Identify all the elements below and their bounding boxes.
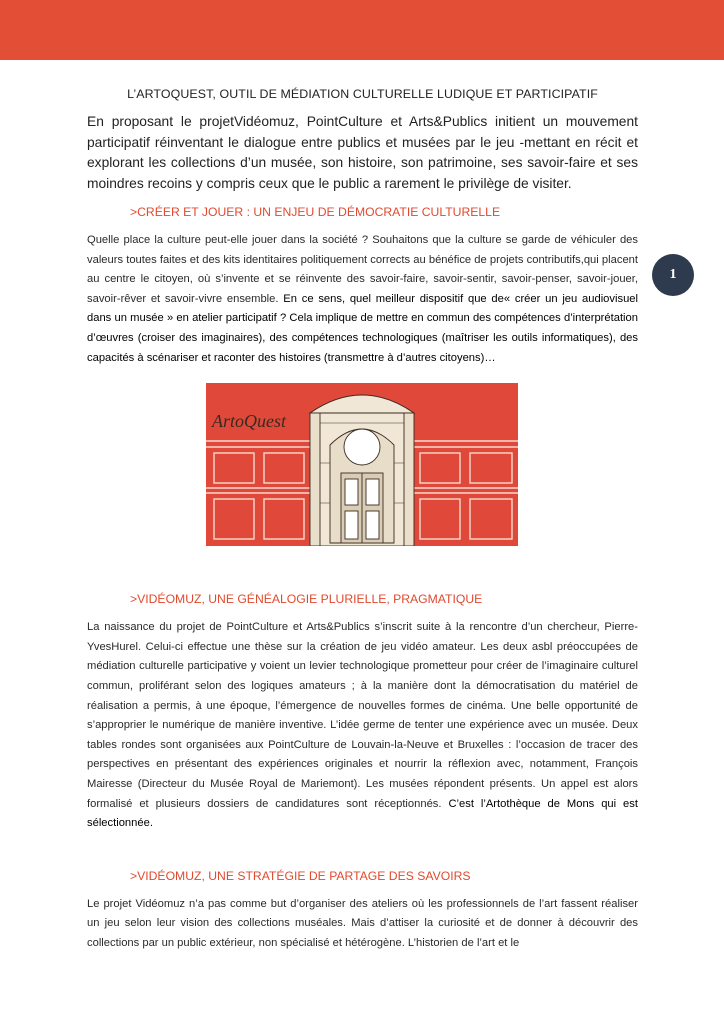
paragraph-emphasis: C’est l’Artothèque de Mons qui est sélectionnée. xyxy=(87,797,638,830)
section-heading-genealogie: >VIDÉOMUZ, UNE GÉNÉALOGIE PLURIELLE, PRAGMATIQUE xyxy=(130,592,483,607)
paragraph-text: La naissance du projet de PointCulture et Arts&Publics s’inscrit suite à la rencontre d’un chercheur, Pierre-YvesHurel. Celui-ci effectue une thèse sur la création de jeu vidéo amateur. Les deux asbl préoccupées de médiation culturelle participative y voient un levier technologique prometteur pour créer de l’imaginaire culturel commun, proliférant selon des logiques amateurs ; à la manière dont la démocratisation du matériel de réalisation a permis, à une époque, l’émergence de nouvelles formes de cinéma. Une belle opportunité de s’approprier le numérique de manière inventive. L’idée germe de tenter une expérience avec un musée. Deux tables rondes sont organisées aux PointCulture de Louvain-la-Neuve et Bruxelles : l’occasion de tracer des perspectives en présentant des expériences originales et nourrir la réflexion avec, notamment, François Mairesse (Directeur du Musée Royal de Mariemont). Les musées répondent présents. Un appel est alors formalisé et plusieurs dossiers de candidatures sont réceptionnés. xyxy=(87,621,638,810)
document-title: L’ARTOQUEST, OUTIL DE MÉDIATION CULTURELLE LUDIQUE ET PARTICIPATIF xyxy=(127,87,598,101)
artoquest-illustration xyxy=(206,383,518,546)
paragraph-text: Quelle place la culture peut-elle jouer dans la société ? Souhaitons que la culture se garde de véhiculer des valeurs toutes faites et des kits identitaires politiquement corrects au bénéfice de projets contributifs,qui placent au centre le citoyen, où s’invente et se réinvente des savoir-faire, savoir-sentir, savoir-penser, savoir-jouer, savoir-rêver et savoir-vivre ensemble. xyxy=(87,234,638,305)
section-paragraph-creer xyxy=(87,231,638,368)
header-band xyxy=(0,0,724,60)
paragraph-emphasis: En ce sens, quel meilleur dispositif que de« créer un jeu audiovisuel dans un musée » en atelier participatif ? Cela implique de mettre en commun des compétences d’interprétation d’œuvres (croiser des imaginaires), des compétences technologiques (maîtriser les outils informatiques), des capacités à scénariser et raconter des histoires (transmettre à d’autres citoyens)… xyxy=(87,292,639,364)
section-heading-creer: >CRÉER ET JOUER : UN ENJEU DE DÉMOCRATIE CULTURELLE xyxy=(130,205,501,219)
section-paragraph-strategie: Le projet Vidéomuz n’a pas comme but d’organiser des ateliers où les professionnels de l’art fassent réaliser un jeu selon leur vision des collections muséales. Mais d’attiser la curiosité et de donner à découvrir des collections par un public extérieur, non spécialisé et hétérogène. L’historien de l’art et le xyxy=(87,897,638,949)
building-facade-illustration xyxy=(206,383,518,546)
page-number-badge: 1 xyxy=(652,254,694,296)
section-paragraph-genealogie xyxy=(87,618,638,834)
section-heading-strategie: >VIDÉOMUZ, UNE STRATÉGIE DE PARTAGE DES SAVOIRS xyxy=(130,868,471,883)
artoquest-logo-text: ArtoQuest xyxy=(212,411,286,432)
intro-paragraph: En proposant le projetVidéomuz, PointCulture et Arts&Publics initient un mouvement participatif réinventant le dialogue entre publics et musées par le jeu -mettant en récit et explorant les collections d’un musée, son histoire, son patrimoine, ses savoir-faire et ses moindres recoins y compris ceux que le public a rarement le privilège de visiter. xyxy=(87,114,638,191)
document-body xyxy=(87,86,638,953)
